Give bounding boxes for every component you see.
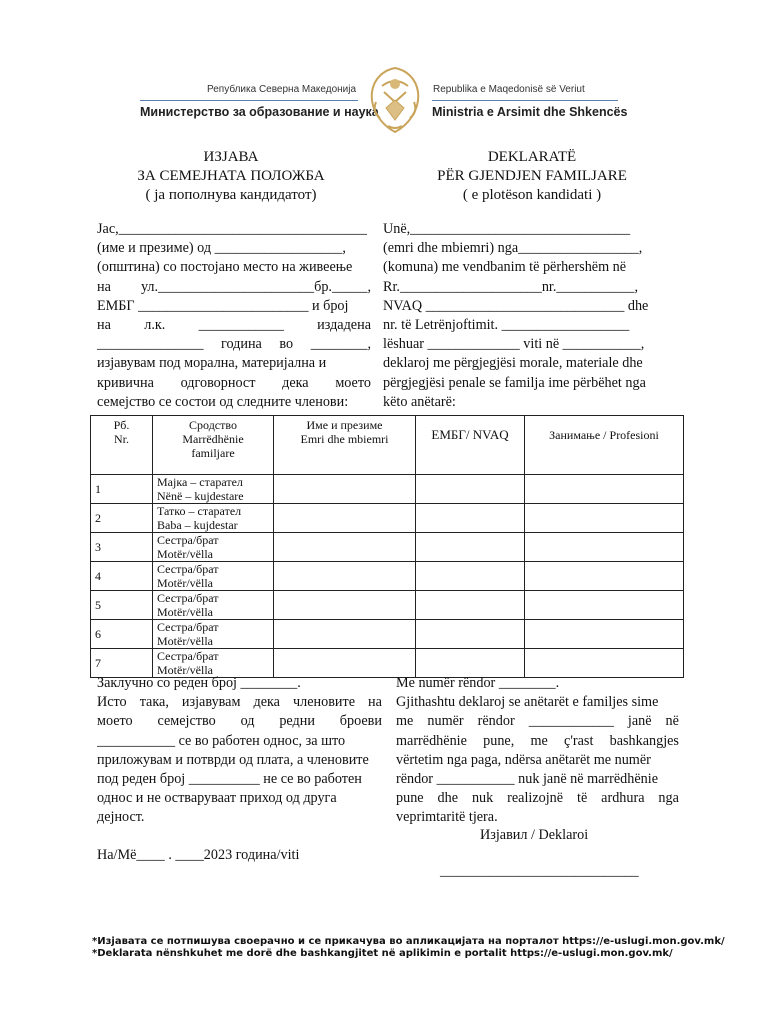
table-header-cell xyxy=(416,416,525,475)
closing-mk-word: редни xyxy=(279,713,315,730)
intro-mk-line xyxy=(97,335,371,354)
intro-mk-word: ____________ xyxy=(198,317,284,334)
closing-mk-line: однос и не остваруваат приход од друга xyxy=(97,790,337,807)
closing-mk-word: така, xyxy=(139,694,169,711)
title-mk-line2: ЗА СЕМЕЈНАТА ПОЛОЖБА xyxy=(137,168,325,184)
closing-mk-word: моето xyxy=(97,713,133,730)
intro-paragraph-mk xyxy=(97,220,371,412)
closing-mk-line: приложувам и потврди од плата, а членовите xyxy=(97,751,369,768)
closing-sq-line xyxy=(396,732,679,751)
table-cell-empty xyxy=(525,562,684,591)
footnote-sq: *Deklarata nënshkuhet me dorë dhe bashkangjitet në aplikimin e portalit https://e-uslugi.mon.gov.mk/ xyxy=(92,948,673,959)
closing-sq-word: me xyxy=(396,713,414,730)
intro-sq-line: Rr.____________________nr.___________, xyxy=(383,278,638,295)
table-header-text: ЕМБГ/ NVAQ xyxy=(431,427,509,442)
intro-mk-line: ЕМБГ ________________________ и број xyxy=(97,297,349,314)
table-cell-empty xyxy=(525,504,684,533)
closing-mk-word: Исто xyxy=(97,694,127,711)
closing-sq-word: nga xyxy=(658,790,679,807)
declarant-label: Изјавил / Deklaroi xyxy=(480,827,589,843)
closing-sq-word: realizojnë xyxy=(507,790,564,807)
closing-sq-word: bashkangjes xyxy=(609,732,679,749)
table-cell-empty xyxy=(416,475,525,504)
closing-sq-word: ardhura xyxy=(601,790,645,807)
intro-sq-line: (komuna) me vendbanim të përhershëm në xyxy=(383,259,627,276)
table-header-text: Сродство xyxy=(189,418,237,432)
table-header-text: Име и презиме xyxy=(306,418,383,432)
intro-mk-word: на xyxy=(97,317,111,334)
closing-mk-word: семејство xyxy=(157,713,216,730)
intro-mk-word: дека xyxy=(282,374,309,391)
header-ministry-mk-country: Република Северна Македонија xyxy=(207,84,357,95)
intro-mk-line: (име и презиме) од __________________, xyxy=(97,240,346,257)
closing-paragraph-mk xyxy=(97,674,382,828)
title-mk xyxy=(90,148,372,205)
closing-mk-line: ___________ се во работен однос, за што xyxy=(97,732,346,749)
relation-text: Сестра/брат xyxy=(157,562,219,576)
table-cell-empty xyxy=(274,591,416,620)
table-row xyxy=(91,562,684,591)
table-cell-relation xyxy=(153,475,274,504)
title-sq-line3: ( e plotëson kandidati ) xyxy=(462,187,602,203)
closing-sq-word: dhe xyxy=(437,790,459,807)
intro-mk-word: _______________ xyxy=(97,336,204,353)
relation-text: Сестра/брат xyxy=(157,649,219,663)
closing-mk-line: под реден број __________ не се во работен xyxy=(97,771,362,788)
intro-mk-word: издадена xyxy=(317,317,371,334)
table-row xyxy=(91,504,684,533)
table-cell-nr: 4 xyxy=(91,562,153,591)
title-sq-line1: DEKLARATË xyxy=(487,149,577,165)
title-sq-line2: PËR GJENDJEN FAMILJARE xyxy=(437,168,627,184)
table-cell-empty xyxy=(274,533,416,562)
closing-sq-word: janë xyxy=(627,713,652,730)
closing-mk-line xyxy=(97,712,382,731)
table-header-cell xyxy=(91,416,153,475)
table-row xyxy=(91,591,684,620)
relation-text: Motër/vëlla xyxy=(157,634,213,648)
intro-mk-line: Јас,___________________________________ xyxy=(97,221,367,237)
closing-sq-word: rëndor xyxy=(477,713,515,730)
table-cell-empty xyxy=(274,475,416,504)
relation-text: Motër/vëlla xyxy=(157,547,213,561)
closing-sq-word: ç'rast xyxy=(564,732,594,749)
header-rule-left xyxy=(140,100,358,101)
header-ministry-mk-name: Министерство за образование и наука xyxy=(140,105,379,119)
closing-sq-line xyxy=(396,789,679,808)
table-cell-empty xyxy=(416,504,525,533)
intro-mk-word: моето xyxy=(335,374,371,391)
relation-text: Сестра/брат xyxy=(157,533,219,547)
intro-sq-line: përgjegjësi penale se familja ime përbëhet nga xyxy=(383,374,646,391)
table-cell-relation xyxy=(153,591,274,620)
table-header-row xyxy=(91,416,684,475)
intro-sq-line: këto anëtarë: xyxy=(383,393,456,410)
intro-mk-word: година xyxy=(220,336,262,353)
closing-sq-word: në xyxy=(665,713,679,730)
title-mk-line3: ( ја пополнува кандидатот) xyxy=(145,187,317,203)
intro-mk-word: кривична xyxy=(97,374,154,391)
intro-mk-line: изјавувам под морална, материјална и xyxy=(97,355,327,372)
table-cell-empty xyxy=(525,533,684,562)
closing-sq-word: ____________ xyxy=(528,713,614,730)
relation-text: Motër/vëlla xyxy=(157,605,213,619)
closing-sq-line xyxy=(396,712,679,731)
closing-mk-line: Заклучно со реден број ________. xyxy=(97,675,301,691)
relation-text: Сестра/брат xyxy=(157,591,219,605)
table-cell-nr: 5 xyxy=(91,591,153,620)
intro-sq-line: lëshuar _____________ viti në ___________, xyxy=(383,336,645,353)
intro-mk-line xyxy=(97,278,371,297)
header-ministry-sq-name: Ministria e Arsimit dhe Shkencës xyxy=(432,105,628,119)
table-cell-nr: 3 xyxy=(91,533,153,562)
intro-mk-word: одговорност xyxy=(180,374,256,391)
closing-mk-word: од xyxy=(240,713,255,730)
intro-mk-word: ул.______________________бр._____, xyxy=(140,278,371,295)
title-mk-line1: ИЗЈАВА xyxy=(203,149,259,165)
closing-sq-word: numër xyxy=(427,713,464,730)
closing-sq-word: pune, xyxy=(483,732,515,749)
table-row xyxy=(91,475,684,504)
table-row xyxy=(91,620,684,649)
relation-text: Nënë – kujdestare xyxy=(157,489,244,503)
intro-paragraph-sq xyxy=(383,220,665,412)
intro-mk-word: во xyxy=(279,336,294,353)
table-cell-empty xyxy=(416,620,525,649)
closing-sq-word: pune xyxy=(396,790,424,807)
intro-mk-word: ________, xyxy=(310,336,371,353)
closing-sq-word: me xyxy=(530,732,548,749)
closing-mk-word: броеви xyxy=(339,713,382,730)
intro-sq-line: NVAQ ____________________________ dhe xyxy=(383,297,649,314)
table-cell-nr: 6 xyxy=(91,620,153,649)
intro-mk-line xyxy=(97,316,371,335)
header-ministry-sq-country: Republika e Maqedonisë së Veriut xyxy=(433,84,585,95)
intro-sq-line: Unë,_______________________________ xyxy=(383,221,631,237)
intro-mk-word: л.к. xyxy=(144,317,166,334)
table-header-text: Nr. xyxy=(114,432,129,446)
table-cell-empty xyxy=(416,533,525,562)
table-cell-empty xyxy=(416,562,525,591)
intro-mk-line: семејство се состои од следните членови: xyxy=(97,393,349,410)
table-header-text: Marrëdhënie xyxy=(182,432,244,446)
relation-text: Baba – kujdestar xyxy=(157,518,238,532)
table-header-text: Занимање / Profesioni xyxy=(549,428,659,442)
family-members-table xyxy=(90,415,684,678)
table-cell-empty xyxy=(274,562,416,591)
table-cell-empty xyxy=(274,620,416,649)
table-cell-nr: 2 xyxy=(91,504,153,533)
table-cell-empty xyxy=(525,591,684,620)
table-header-text: Emri dhe mbiemri xyxy=(300,432,389,446)
intro-mk-line: (општина) со постојано место на живеење xyxy=(97,259,353,276)
signature-line: ____________________________ xyxy=(440,863,639,879)
closing-sq-line: veprimtaritë tjera. xyxy=(396,809,498,826)
table-header-text: Рб. xyxy=(113,418,130,432)
footnote-mk: *Изјавата се потпишува своерачно и се прикачува во апликацијата на порталот https://e-uslugi.mon.gov.mk/ xyxy=(92,936,725,947)
closing-sq-line: Gjithashtu deklaroj se anëtarët e familjes sime xyxy=(396,694,659,711)
closing-sq-word: marrëdhënie xyxy=(396,732,467,749)
closing-sq-word: të xyxy=(577,790,588,807)
table-cell-relation xyxy=(153,533,274,562)
title-sq xyxy=(382,148,682,205)
relation-text: Сестра/брат xyxy=(157,620,219,634)
coat-of-arms-icon xyxy=(366,62,424,138)
table-header-cell xyxy=(274,416,416,475)
intro-sq-line: (emri dhe mbiemri) nga_________________, xyxy=(383,240,643,257)
relation-text: Motër/vëlla xyxy=(157,663,213,677)
intro-sq-line: nr. të Letrënjoftimit. __________________ xyxy=(383,317,630,334)
closing-sq-line: Me numër rëndor ________. xyxy=(396,675,560,691)
closing-mk-word: на xyxy=(368,694,382,711)
intro-mk-word: на xyxy=(97,278,111,295)
table-cell-nr: 7 xyxy=(91,649,153,678)
relation-text: Мајка – старател xyxy=(157,475,243,489)
table-cell-relation xyxy=(153,504,274,533)
closing-mk-word: изјавувам xyxy=(181,694,241,711)
closing-mk-word: дека xyxy=(253,694,280,711)
table-header-cell xyxy=(153,416,274,475)
closing-sq-line: rëndor ___________ nuk janë në marrëdhënie xyxy=(396,771,658,788)
closing-mk-line xyxy=(97,693,382,712)
closing-mk-line: дејност. xyxy=(97,809,145,826)
closing-paragraph-sq xyxy=(396,674,679,828)
table-header-cell xyxy=(525,416,684,475)
table-cell-relation xyxy=(153,620,274,649)
intro-sq-line: deklaroj me përgjegjësi morale, materiale dhe xyxy=(383,355,643,372)
closing-sq-word: nuk xyxy=(471,790,494,807)
table-row xyxy=(91,533,684,562)
table-cell-relation xyxy=(153,562,274,591)
table-cell-empty xyxy=(525,620,684,649)
relation-text: Motër/vëlla xyxy=(157,576,213,590)
header-rule-right xyxy=(432,100,618,101)
closing-mk-word: членовите xyxy=(293,694,356,711)
table-cell-empty xyxy=(274,504,416,533)
table-cell-nr: 1 xyxy=(91,475,153,504)
date-line: На/Më____ . ____2023 година/viti xyxy=(97,847,300,863)
intro-mk-line xyxy=(97,374,371,393)
relation-text: Татко – старател xyxy=(157,504,242,518)
table-cell-empty xyxy=(525,475,684,504)
table-cell-empty xyxy=(416,591,525,620)
closing-sq-line: vërtetim nga paga, ndërsa anëtarët me numër xyxy=(396,751,651,768)
table-header-text: familjare xyxy=(191,446,235,460)
